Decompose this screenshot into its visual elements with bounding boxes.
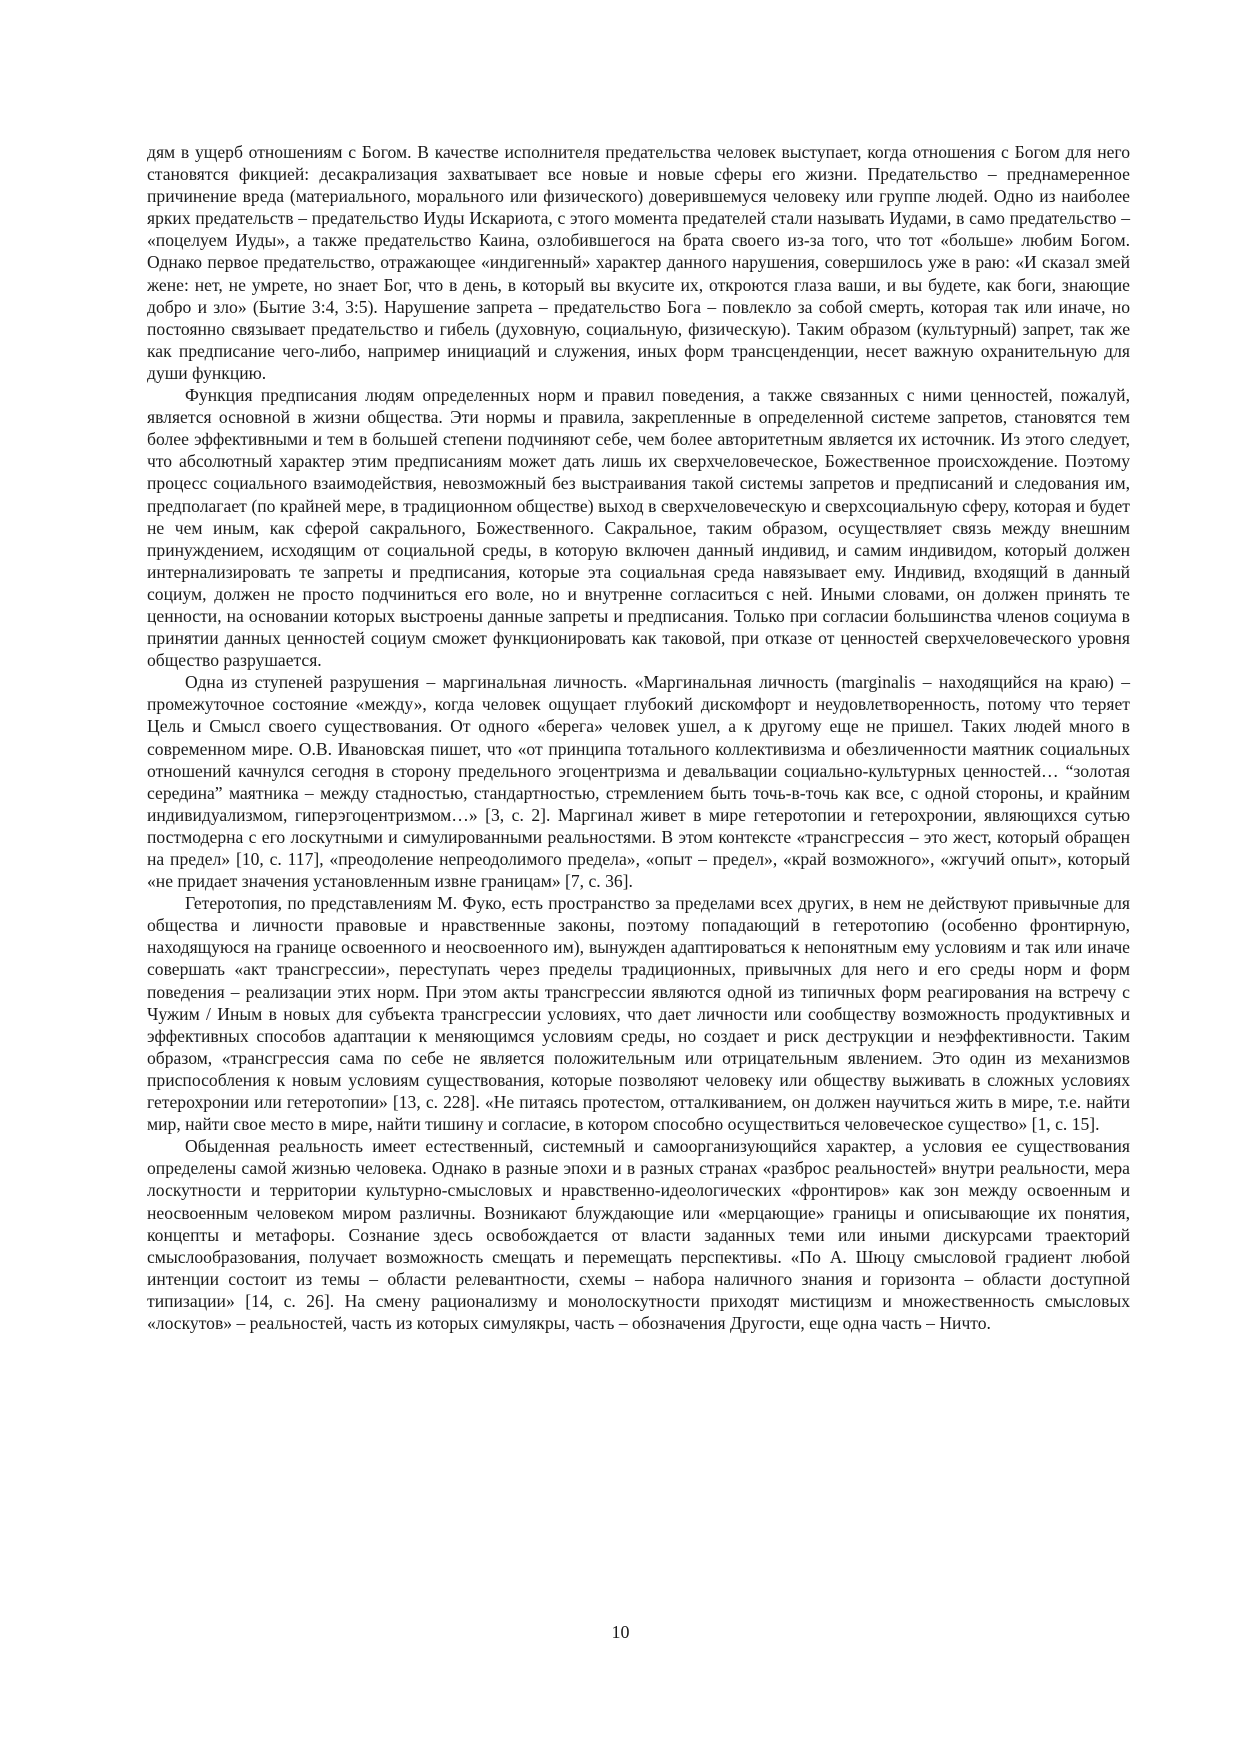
paragraph-5: Обыденная реальность имеет естественный, системный и самоорганизующийся характер, а условия ее существования определены самой жизнью человека. Однако в разные эпохи и в разных странах «разброс реальностей» внутри реальности, мера лоскутности и территории культурно-смысловых и нравственно-идеологических «фронтиров» как зон между освоенным и неосвоенным человеком миром различны. Возникают блуждающие или «мерцающие» границы и описывающие их понятия, концепты и метафоры. Сознание здесь освобождается от власти заданных теми или иными дискурсами траекторий смыслообразования, получает возможность смещать и перемещать перспективы. «По А. Шюцу смысловой градиент любой интенции состоит из темы – области релевантности, схемы – набора наличного знания и горизонта – области доступной типизации» [14, с. 26]. На смену рационализму и монолоскутности приходят мистицизм и множественность смысловых «лоскутов» – реальностей, часть из которых симулякры, часть – обозначения Другости, еще одна часть – Ничто. — [147, 1136, 1130, 1333]
paragraph-3: Одна из ступеней разрушения – маргинальная личность. «Маргинальная личность (marginalis – находящийся на краю) – промежуточное состояние «между», когда человек ощущает глубокий дискомфорт и неудовлетворенность, потому что теряет Цель и Смысл своего существования. От одного «берега» человек ушел, а к другому еще не пришел. Таких людей много в современном мире. О.В. Ивановская пишет, что «от принципа тотального коллективизма и обезличенности маятник социальных отношений качнулся сегодня в сторону предельного эгоцентризма и девальвации социально-культурных ценностей… “золотая середина” маятника – между стадностью, стандартностью, стремлением быть точь-в-точь как все, с одной стороны, и крайним индивидуализмом, гиперэгоцентризмом…» [3, с. 2]. Маргинал живет в мире гетеротопии и гетерохронии, являющихся сутью постмодерна с его лоскутными и симулированными реальностями. В этом контексте «трансгрессия – это жест, который обращен на предел» [10, с. 117], «преодоление непреодолимого предела», «опыт – предел», «край возможного», «жгучий опыт», который «не придает значения установленным извне границам» [7, с. 36]. — [147, 672, 1130, 892]
page-body — [147, 141, 1130, 1621]
paragraph-2: Функция предписания людям определенных норм и правил поведения, а также связанных с ними ценностей, пожалуй, является основной в жизни общества. Эти нормы и правила, закрепленные в определенной системе запретов, становятся тем более эффективными и тем в большей степени подчиняют себе, чем более авторитетным является их источник. Из этого следует, что абсолютный характер этим предписаниям может дать лишь их сверхчеловеческое, Божественное происхождение. Поэтому процесс социального взаимодействия, невозможный без выстраивания такой системы запретов и предписаний и следования им, предполагает (по крайней мере, в традиционном обществе) выход в сверхчеловеческую и сверхсоциальную сферу, которая и будет не чем иным, как сферой сакрального, Божественного. Сакральное, таким образом, осуществляет связь между внешним принуждением, исходящим от социальной среды, в которую включен данный индивид, и самим индивидом, который должен интернализировать те запреты и предписания, которые эта социальная среда навязывает ему. Индивид, входящий в данный социум, должен не просто подчиниться его воле, но и внутренне согласиться с ней. Иными словами, он должен принять те ценности, на основании которых выстроены данные запреты и предписания. Только при согласии большинства членов социума в принятии данных ценностей социум сможет функционировать как таковой, при отказе от ценностей сверхчеловеческого уровня общество разрушается. — [147, 385, 1130, 671]
paragraph-1: дям в ущерб отношениям с Богом. В качестве исполнителя предательства человек выступает, когда отношения с Богом для него становятся фикцией: десакрализация захватывает все новые и новые сферы его жизни. Предательство – преднамеренное причинение вреда (материального, морального или физического) доверившемуся человеку или группе людей. Одно из наиболее ярких предательств – предательство Иуды Искариота, с этого момента предателей стали называть Иудами, в само предательство – «поцелуем Иуды», а также предательство Каина, озлобившегося на брата своего из-за того, что тот «больше» любим Богом. Однако первое предательство, отражающее «индигенный» характер данного нарушения, совершилось уже в раю: «И сказал змей жене: нет, не умрете, но знает Бог, что в день, в который вы вкусите их, откроются глаза ваши, и вы будете, как боги, знающие добро и зло» (Бытие 3:4, 3:5). Нарушение запрета – предательство Бога – повлекло за собой смерть, которая так или иначе, но постоянно связывает предательство и гибель (духовную, социальную, физическую). Таким образом (культурный) запрет, так же как предписание чего-либо, например инициаций и служения, иных форм трансценденции, несет важную охранительную для души функцию. — [147, 142, 1130, 383]
page-number: 10 — [611, 1622, 630, 1642]
paragraph-4: Гетеротопия, по представлениям М. Фуко, есть пространство за пределами всех других, в нем не действуют привычные для общества и личности правовые и нравственные законы, поэтому попадающий в гетеротопию (особенно фронтирную, находящуюся на границе освоенного и неосвоенного им), вынужден адаптироваться к непонятным ему условиям и так или иначе совершать «акт трансгрессии», переступать через пределы традиционных, привычных для него и его среды норм и форм поведения – реализации этих норм. При этом акты трансгрессии являются одной из типичных форм реагирования на встречу с Чужим / Иным в новых для субъекта трансгрессии условиях, что дает личности или сообществу возможность продуктивных и эффективных способов адаптации к меняющимся условиям среды, но создает и риск деструкции и неэффективности. Таким образом, «трансгрессия сама по себе не является положительным или отрицательным явлением. Это один из механизмов приспособления к новым условиям существования, которые позволяют человеку или обществу выживать в сложных условиях гетерохронии или гетеротопии» [13, с. 228]. «Не питаясь протестом, отталкиванием, он должен научиться жить в мире, т.е. найти мир, найти свое место в мире, найти тишину и согласие, в котором способно осуществиться человеческое существо» [1, с. 15]. — [147, 893, 1130, 1135]
body-text — [147, 141, 1130, 1334]
